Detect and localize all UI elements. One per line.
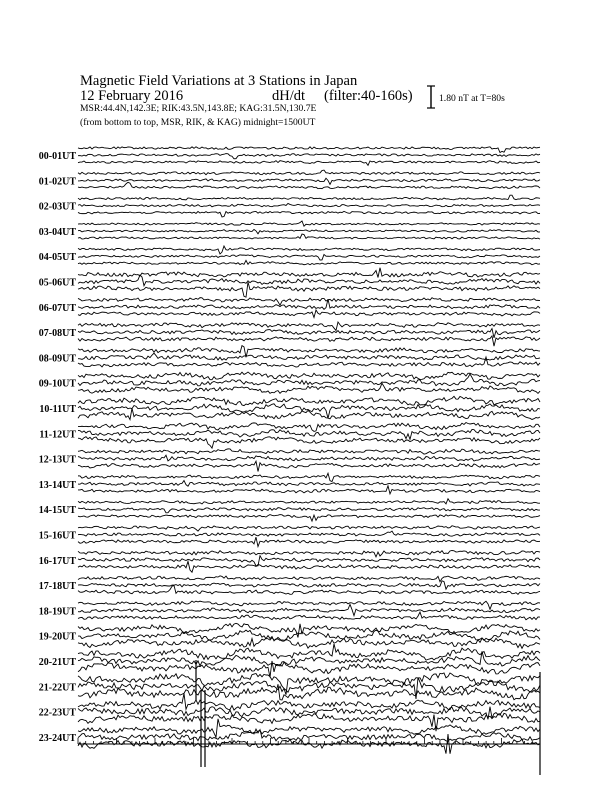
hour-label: 23-24UT: [38, 732, 76, 744]
trace-rik: [78, 299, 540, 309]
hour-label: 19-20UT: [38, 631, 76, 643]
trace-rik: [78, 706, 540, 719]
hour-label: 15-16UT: [38, 530, 76, 542]
trace-kag: [78, 195, 540, 200]
trace-rik: [78, 329, 540, 338]
hour-label: 05-06UT: [38, 277, 76, 289]
hour-label: 12-13UT: [38, 454, 76, 466]
hour-label: 06-07UT: [38, 302, 76, 314]
trace-kag: [78, 298, 540, 306]
hour-label: 08-09UT: [38, 353, 76, 365]
hour-label: 18-19UT: [38, 606, 76, 618]
chart-date: 12 February 2016: [80, 88, 184, 104]
trace-rik: [78, 154, 540, 159]
trace-rik: [78, 556, 540, 566]
trace-kag: [78, 526, 540, 531]
trace-rik: [78, 229, 540, 233]
trace-rik: [78, 604, 540, 615]
trace-rik: [78, 455, 540, 461]
trace-msr: [78, 637, 540, 648]
trace-rik: [78, 353, 540, 360]
hour-label: 13-14UT: [38, 479, 76, 491]
trace-group: [78, 147, 540, 775]
hour-label: 17-18UT: [38, 581, 76, 593]
hour-label: 03-04UT: [38, 226, 76, 238]
scale-bar-label: 1.80 nT at T=80s: [439, 93, 505, 104]
hour-label: 11-12UT: [39, 429, 76, 441]
trace-kag: [78, 576, 540, 582]
hour-label: 14-15UT: [38, 505, 76, 517]
trace-kag: [78, 346, 540, 358]
trace-msr: [78, 486, 540, 494]
time-axis: [78, 738, 540, 744]
quantity-label: dH/dt: [272, 88, 306, 104]
hour-label: 01-02UT: [38, 176, 76, 188]
trace-msr: [78, 282, 540, 297]
trace-msr: [78, 336, 540, 346]
trace-rik: [78, 651, 540, 666]
trace-kag: [78, 473, 540, 481]
hour-label: 22-23UT: [38, 707, 76, 719]
scale-bar: [427, 86, 435, 108]
trace-order-note: (from bottom to top, MSR, RIK, & KAG) midnight=1500UT: [80, 117, 316, 128]
trace-msr: [78, 561, 540, 572]
trace-rik: [78, 203, 540, 206]
trace-msr: [78, 515, 540, 522]
trace-kag: [78, 268, 540, 278]
trace-rik: [78, 254, 540, 260]
trace-msr: [78, 182, 540, 188]
trace-msr: [78, 437, 540, 448]
trace-kag: [78, 601, 540, 609]
hour-label: 09-10UT: [38, 378, 76, 390]
trace-rik: [78, 531, 540, 536]
trace-rik: [78, 481, 540, 487]
trace-kag: [78, 719, 540, 738]
trace-kag: [78, 449, 540, 454]
hour-label: 16-17UT: [38, 555, 76, 567]
filter-label: (filter:40-160s): [324, 88, 413, 104]
trace-kag: [78, 396, 540, 405]
trace-msr: [78, 461, 540, 471]
trace-kag: [78, 693, 540, 710]
trace-msr: [78, 383, 540, 393]
hour-label: 00-01UT: [38, 151, 76, 162]
trace-kag: [78, 170, 540, 175]
trace-msr: [78, 161, 540, 166]
trace-msr: [78, 310, 540, 318]
hour-label: 07-08UT: [38, 328, 76, 340]
trace-rik: [78, 581, 540, 589]
trace-kag: [78, 147, 540, 153]
trace-msr: [78, 612, 540, 620]
hour-label: 20-21UT: [38, 657, 76, 668]
trace-rik: [78, 429, 540, 439]
trace-kag: [78, 423, 540, 432]
trace-msr: [78, 537, 540, 546]
trace-kag: [78, 322, 540, 330]
trace-rik: [78, 507, 540, 512]
trace-rik: [78, 178, 540, 184]
hour-label-group: [39, 151, 77, 744]
trace-msr: [78, 661, 540, 677]
trace-msr: [78, 684, 540, 700]
trace-kag: [78, 246, 540, 254]
trace-msr: [78, 357, 540, 367]
trace-msr: [78, 260, 540, 264]
trace-kag: [78, 221, 540, 226]
hour-label: 02-03UT: [38, 201, 76, 213]
trace-kag: [78, 499, 540, 504]
chart-title: Magnetic Field Variations at 3 Stations in Japan: [80, 73, 358, 89]
station-coordinates: MSR:44.4N,142.3E; RIK:43.5N,143.8E; KAG:31.5N,130.7E: [80, 103, 317, 114]
trace-msr: [78, 211, 540, 217]
trace-kag: [78, 551, 540, 557]
trace-msr: [78, 234, 540, 239]
hour-label: 21-22UT: [38, 682, 76, 694]
hour-label: 04-05UT: [38, 252, 76, 264]
hour-label: 10-11UT: [39, 404, 76, 415]
